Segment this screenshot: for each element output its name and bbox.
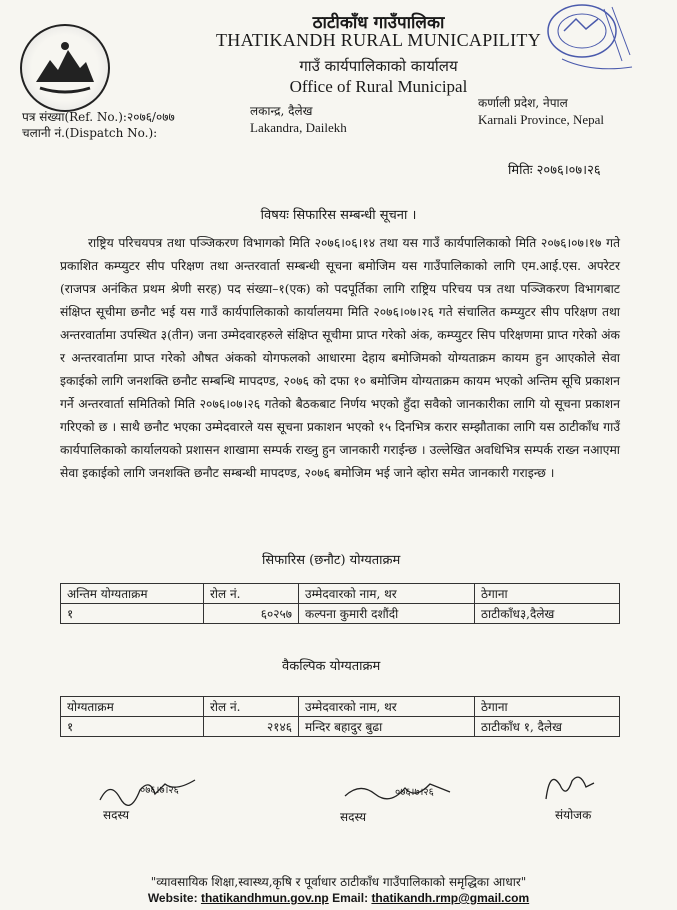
recommended-list-title: सिफारिस (छनौट) योग्यताक्रम: [262, 553, 401, 568]
email-link[interactable]: thatikandh.rmp@gmail.com: [371, 891, 530, 905]
table-cell: कल्पना कुमारी दशौंदी: [299, 604, 475, 624]
table-header-cell: ठेगाना: [475, 697, 620, 717]
table-cell: ६०२५७: [204, 604, 299, 624]
email-label: Email:: [332, 891, 369, 905]
table-header-cell: रोल नं.: [204, 697, 299, 717]
member-signature-label: सदस्य: [103, 808, 130, 822]
table-header-cell: अन्तिम योग्यताक्रम: [61, 584, 204, 604]
notice-date: मितिः २०७६।०७।२६: [508, 163, 601, 178]
alternate-list-title: वैकल्पिक योग्यताक्रम: [282, 659, 381, 674]
province-english: Karnali Province, Nepal: [478, 112, 604, 127]
table-header-cell: उम्मेदवारको नाम, थर: [299, 584, 475, 604]
website-label: Website:: [147, 891, 198, 905]
alternate-candidates-table: [60, 696, 620, 737]
table-header-row: [61, 697, 620, 717]
municipality-title-nepali: ठाटीकाँध गाउँपालिका: [312, 13, 445, 33]
municipality-title-english: THATIKANDH RURAL MUNICAPILITY: [215, 30, 541, 50]
notice-paragraph: राष्ट्रिय परिचयपत्र तथा पञ्जिकरण विभागको मिति २०७६।०६।१४ तथा यस गाउँ कार्यपालिकाको मिति २०७६।०७।१७ गते प्रकाशित कम्प्युटर सीप परिक्षण तथा अन्तरवार्ता सम्बन्धी सूचना बमोजिम यस गाउँपालिकाको लागि एम.आई.एस. अपरेटर (राजपत्र अनंकित प्रथम श्रेणी सरह) पद संख्या–१(एक) को पदपूर्तिका लागि राष्ट्रिय परिचय पत्र तथा पञ्जिकरण विभागबाट संक्षिप्त सूचीमा छनौट भई यस गाउँ कार्यपालिकाको कार्यालयमा मिति २०७६।०७।२६ गते संचालित कम्प्युटर सीप परिक्षण तथा अन्तरवार्तामा उपस्थित ३(तीन) जना उम्मेदवारहरुले संक्षिप्त सूचीमा प्राप्त गरेको अंक, कम्प्युटर सिप परिक्षणमा प्राप्त गरेको अंक र अन्तरवार्तामा प्राप्त गरेको औषत अंकको योगफलको आधारमा देहाय बमोजिमको योग्यताक्रम कायम हुन आएकोले सेवा इकाईको लागि जनशक्ति छनौट सम्बन्धि मापदण्ड, २०७६ को दफा १० बमोजिम योग्यताक्रम कायम भएको अन्तिम सूचि प्रकाशन गर्ने अन्तरवार्ता समितिको मिति २०७६।०७।२६ गतेको बैठकबाट निर्णय भएको हुँदा सवैको जानकारीका लागि यो सूचना प्रकाशन गरिएको छ । साथै छनौट भएका उम्मेदवारले यस सूचना प्रकाशन भएको १५ दिनभित्र करार सम्झौताका लागि यस ठाटीकाँध गाउँ कार्यपालिकाको कार्यालयको प्रशासन शाखामा सम्पर्क राख्नु हुन जानकारी गराईन्छ । उल्लेखित अवधिभित्र सम्पर्क राख्न नआएमा सेवा इकाईको लागि जनशक्ति छनौट सम्बन्धी मापदण्ड, २०७६ बमोजिम भई जाने व्होरा समेत जानकारी गराइन्छ ।: [60, 236, 620, 480]
table-row: [61, 604, 620, 624]
footer-slogan: "व्यावसायिक शिक्षा,स्वास्थ्य,कृषि र पूर्वाधार ठाटीकाँध गाउँपालिकाको समृद्धिका आधार": [150, 875, 527, 889]
office-title-nepali: गाउँ कार्यपालिकाको कार्यालय: [299, 57, 458, 75]
location-nepali: लकान्द्र, दैलेख: [250, 104, 313, 118]
coordinator-signature-label: संयोजक: [555, 808, 592, 822]
signature-date-2: ०७६।७।२६: [395, 787, 434, 798]
reference-number: पत्र संख्या(Ref. No.):२०७६/०७७: [22, 110, 175, 124]
signature-date-1: ०७६।७।२६: [140, 785, 179, 796]
signature-scribble-3: [540, 765, 600, 805]
table-cell: मन्दिर बहादुर बुढा: [299, 717, 475, 737]
table-cell: १: [61, 604, 204, 624]
table-header-cell: योग्यताक्रम: [61, 697, 204, 717]
footer-contact: [0, 891, 677, 905]
table-header-cell: रोल नं.: [204, 584, 299, 604]
table-header-cell: उम्मेदवारको नाम, थर: [299, 697, 475, 717]
table-row: [61, 717, 620, 737]
table-header-row: [61, 584, 620, 604]
dispatch-number: चलानी नं.(Dispatch No.):: [22, 126, 158, 140]
table-cell: १: [61, 717, 204, 737]
notice-body: [60, 232, 620, 485]
location-english: Lakandra, Dailekh: [250, 120, 347, 135]
website-link[interactable]: thatikandhmun.gov.np: [200, 891, 329, 905]
recommended-candidates-table: [60, 583, 620, 624]
province-nepali: कर्णाली प्रदेश, नेपाल: [478, 96, 568, 110]
table-cell: २१४६: [204, 717, 299, 737]
table-cell: ठाटीकाँध३,दैलेख: [475, 604, 620, 624]
member-signature-label: सदस्य: [340, 810, 367, 824]
office-title-english: Office of Rural Municipal: [289, 77, 468, 96]
table-header-cell: ठेगाना: [475, 584, 620, 604]
table-cell: ठाटीकाँध १, दैलेख: [475, 717, 620, 737]
notice-subject: विषयः सिफारिस सम्बन्धी सूचना ।: [260, 208, 417, 223]
